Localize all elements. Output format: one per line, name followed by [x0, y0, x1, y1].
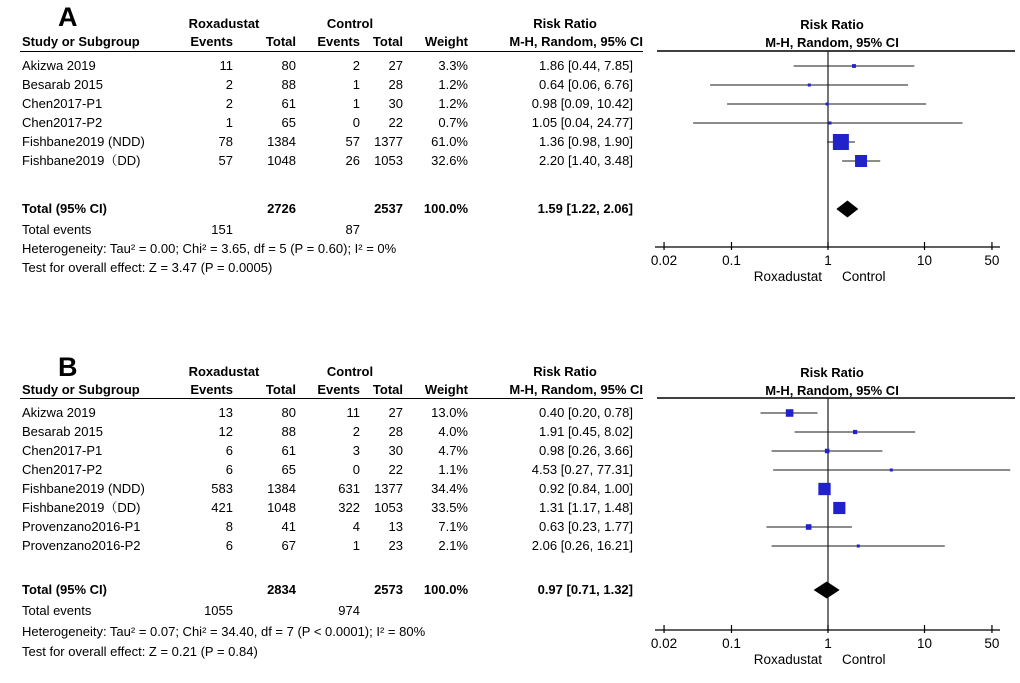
risk-ratio-ci-text: 4.53 [0.27, 77.31] — [531, 462, 633, 477]
total-2: 30 — [388, 443, 403, 458]
weight: 3.3% — [438, 58, 468, 73]
events-1: 57 — [218, 153, 233, 168]
column-header-method-ci: M-H, Random, 95% CI — [509, 34, 643, 49]
events-2: 26 — [345, 153, 360, 168]
panel-b-letter: B — [58, 352, 79, 382]
heterogeneity-text: Heterogeneity: Tau² = 0.00; Chi² = 3.65, df = 5 (P = 0.60); I² = 0% — [22, 241, 397, 256]
column-header-study: Study or Subgroup — [22, 34, 140, 49]
forest-plot-a — [640, 6, 1020, 302]
column-header-events-2: Events — [317, 382, 360, 397]
total-2-sum: 2573 — [374, 582, 403, 597]
column-header-method-ci: M-H, Random, 95% CI — [509, 382, 643, 397]
weight: 1.2% — [438, 96, 468, 111]
total-2: 28 — [388, 424, 403, 439]
favours-left-label: Roxadustat — [753, 652, 822, 667]
total-1-sum: 2834 — [267, 582, 296, 597]
events-1: 6 — [225, 462, 233, 477]
risk-ratio-ci-text: 0.92 [0.84, 1.00] — [539, 481, 633, 496]
total-1: 80 — [281, 405, 296, 420]
favours-left-label: Roxadustat — [753, 269, 822, 284]
axis-tick-label: 10 — [916, 253, 933, 268]
weight: 34.4% — [431, 481, 468, 496]
events-1: 2 — [225, 96, 233, 111]
forest-plot-b — [640, 352, 1020, 683]
weight: 7.1% — [438, 519, 468, 534]
total-weight: 100.0% — [423, 582, 468, 597]
total-2: 1053 — [374, 500, 403, 515]
effect-marker — [853, 430, 857, 434]
events-1: 2 — [225, 77, 233, 92]
total-row-label: Total (95% CI) — [22, 201, 107, 216]
effect-marker — [833, 502, 845, 514]
total-1: 65 — [281, 115, 296, 130]
total-events-label: Total events — [22, 222, 92, 237]
risk-ratio-ci-text: 0.64 [0.06, 6.76] — [539, 77, 633, 92]
axis-tick-label: 1 — [824, 253, 832, 268]
weight: 1.1% — [438, 462, 468, 477]
effect-marker — [806, 524, 812, 530]
plot-method-header: M-H, Random, 95% CI — [765, 35, 899, 50]
events-2: 3 — [352, 443, 360, 458]
effect-measure-header: Risk Ratio — [533, 364, 597, 379]
total-2: 27 — [388, 58, 403, 73]
events-1: 78 — [218, 134, 233, 149]
total-events-label: Total events — [22, 603, 92, 618]
weight: 33.5% — [431, 500, 468, 515]
study-name: Besarab 2015 — [22, 424, 103, 439]
events-2: 4 — [352, 519, 360, 534]
events-2: 322 — [338, 500, 360, 515]
panel-a-letter: A — [58, 2, 79, 32]
study-name: Fishbane2019 (NDD) — [22, 481, 145, 496]
column-header-weight: Weight — [424, 34, 468, 49]
total-1: 1048 — [267, 153, 296, 168]
panel-a — [0, 2, 1020, 302]
study-name: Provenzano2016-P1 — [22, 519, 141, 534]
risk-ratio-ci-text: 0.40 [0.20, 0.78] — [539, 405, 633, 420]
plot-effect-header: Risk Ratio — [800, 365, 864, 380]
total-2: 28 — [388, 77, 403, 92]
axis-tick-label: 1 — [824, 636, 832, 651]
total-2: 23 — [388, 538, 403, 553]
total-events-2: 87 — [345, 222, 360, 237]
axis-tick-label: 0.02 — [650, 253, 678, 268]
events-1: 6 — [225, 538, 233, 553]
favours-right-label: Control — [842, 269, 886, 284]
events-2: 1 — [352, 77, 360, 92]
total-2: 1377 — [374, 481, 403, 496]
axis-tick-label: 50 — [984, 253, 1000, 268]
weight: 61.0% — [431, 134, 468, 149]
events-2: 57 — [345, 134, 360, 149]
study-name: Akizwa 2019 — [22, 58, 96, 73]
column-header-total-2: Total — [372, 382, 403, 397]
favours-right-label: Control — [842, 652, 886, 667]
total-events-2: 974 — [338, 603, 360, 618]
total-2: 22 — [388, 462, 403, 477]
heterogeneity-text: Heterogeneity: Tau² = 0.07; Chi² = 34.40, df = 7 (P < 0.0001); I² = 80% — [22, 624, 426, 639]
header-rule — [20, 51, 643, 52]
weight: 32.6% — [431, 153, 468, 168]
study-name: Fishbane2019（DD) — [22, 153, 141, 168]
weight: 1.2% — [438, 77, 468, 92]
total-1: 65 — [281, 462, 296, 477]
total-1: 61 — [281, 443, 296, 458]
axis-tick-label: 0.1 — [722, 253, 741, 268]
total-diamond — [814, 582, 840, 599]
risk-ratio-ci-text: 0.98 [0.26, 3.66] — [539, 443, 633, 458]
total-1-sum: 2726 — [267, 201, 296, 216]
axis-tick-label: 0.02 — [650, 636, 678, 651]
total-1: 1384 — [267, 134, 296, 149]
risk-ratio-ci-text: 1.36 [0.98, 1.90] — [539, 134, 633, 149]
risk-ratio-ci-text: 0.98 [0.09, 10.42] — [531, 96, 633, 111]
total-2: 13 — [388, 519, 403, 534]
weight: 13.0% — [431, 405, 468, 420]
events-2: 1 — [352, 538, 360, 553]
study-name: Provenzano2016-P2 — [22, 538, 141, 553]
study-name: Akizwa 2019 — [22, 405, 96, 420]
effect-marker — [829, 122, 832, 125]
risk-ratio-ci-text: 0.63 [0.23, 1.77] — [539, 519, 633, 534]
effect-marker — [890, 469, 893, 472]
total-1: 61 — [281, 96, 296, 111]
events-1: 12 — [218, 424, 233, 439]
panel-b — [0, 352, 1020, 683]
study-name: Fishbane2019（DD) — [22, 500, 141, 515]
events-2: 0 — [352, 115, 360, 130]
events-1: 583 — [211, 481, 233, 496]
weight: 2.1% — [438, 538, 468, 553]
column-header-total-2: Total — [372, 34, 403, 49]
total-2: 27 — [388, 405, 403, 420]
effect-marker — [808, 84, 811, 87]
effect-marker — [786, 409, 794, 417]
events-2: 631 — [338, 481, 360, 496]
effect-marker — [818, 483, 830, 495]
study-name: Chen2017-P1 — [22, 443, 103, 458]
group2-header: Control — [326, 16, 374, 31]
effect-marker — [826, 103, 829, 106]
effect-marker — [825, 449, 830, 454]
risk-ratio-ci-text: 2.20 [1.40, 3.48] — [539, 153, 633, 168]
column-header-events-2: Events — [317, 34, 360, 49]
effect-marker — [855, 155, 867, 167]
overall-effect-text: Test for overall effect: Z = 0.21 (P = 0.84) — [22, 644, 258, 659]
weight: 4.0% — [438, 424, 468, 439]
effect-marker — [852, 64, 856, 68]
total-1: 88 — [281, 77, 296, 92]
events-2: 1 — [352, 96, 360, 111]
column-header-study: Study or Subgroup — [22, 382, 140, 397]
events-1: 13 — [218, 405, 233, 420]
plot-effect-header: Risk Ratio — [800, 17, 864, 32]
total-events-1: 1055 — [204, 603, 233, 618]
study-name: Chen2017-P2 — [22, 115, 103, 130]
effect-measure-header: Risk Ratio — [533, 16, 597, 31]
total-2: 1053 — [374, 153, 403, 168]
total-2-sum: 2537 — [374, 201, 403, 216]
events-2: 0 — [352, 462, 360, 477]
events-1: 8 — [225, 519, 233, 534]
events-2: 2 — [352, 424, 360, 439]
axis-tick-label: 0.1 — [722, 636, 741, 651]
risk-ratio-ci-text: 1.05 [0.04, 24.77] — [531, 115, 633, 130]
study-name: Besarab 2015 — [22, 77, 103, 92]
group2-header: Control — [326, 364, 374, 379]
column-header-total-1: Total — [265, 382, 296, 397]
events-1: 11 — [219, 58, 233, 73]
study-name: Fishbane2019 (NDD) — [22, 134, 145, 149]
total-1: 88 — [281, 424, 296, 439]
events-2: 11 — [346, 405, 360, 420]
total-1: 80 — [281, 58, 296, 73]
total-1: 41 — [281, 519, 296, 534]
total-2: 30 — [388, 96, 403, 111]
total-ci-text: 1.59 [1.22, 2.06] — [537, 201, 633, 216]
column-header-total-1: Total — [265, 34, 296, 49]
events-1: 6 — [225, 443, 233, 458]
total-events-1: 151 — [211, 222, 233, 237]
column-header-events-1: Events — [190, 382, 233, 397]
risk-ratio-ci-text: 1.91 [0.45, 8.02] — [539, 424, 633, 439]
total-1: 1048 — [267, 500, 296, 515]
risk-ratio-ci-text: 2.06 [0.26, 16.21] — [531, 538, 633, 553]
axis-tick-label: 10 — [916, 636, 933, 651]
group1-header: Roxadustat — [188, 16, 260, 31]
total-weight: 100.0% — [423, 201, 468, 216]
plot-method-header: M-H, Random, 95% CI — [765, 383, 899, 398]
study-name: Chen2017-P1 — [22, 96, 103, 111]
total-1: 1384 — [267, 481, 296, 496]
total-row-label: Total (95% CI) — [22, 582, 107, 597]
effect-marker — [857, 544, 860, 547]
header-rule — [20, 398, 643, 399]
total-ci-text: 0.97 [0.71, 1.32] — [537, 582, 633, 597]
total-diamond — [836, 201, 858, 218]
group1-header: Roxadustat — [188, 364, 260, 379]
column-header-events-1: Events — [190, 34, 233, 49]
weight: 0.7% — [438, 115, 468, 130]
risk-ratio-ci-text: 1.86 [0.44, 7.85] — [539, 58, 633, 73]
total-2: 1377 — [374, 134, 403, 149]
total-1: 67 — [281, 538, 296, 553]
risk-ratio-ci-text: 1.31 [1.17, 1.48] — [539, 500, 633, 515]
events-2: 2 — [352, 58, 360, 73]
total-2: 22 — [388, 115, 403, 130]
study-name: Chen2017-P2 — [22, 462, 103, 477]
column-header-weight: Weight — [424, 382, 468, 397]
events-1: 421 — [211, 500, 233, 515]
events-1: 1 — [225, 115, 233, 130]
overall-effect-text: Test for overall effect: Z = 3.47 (P = 0.0005) — [22, 260, 273, 275]
axis-tick-label: 50 — [984, 636, 1000, 651]
weight: 4.7% — [438, 443, 468, 458]
effect-marker — [833, 134, 849, 150]
